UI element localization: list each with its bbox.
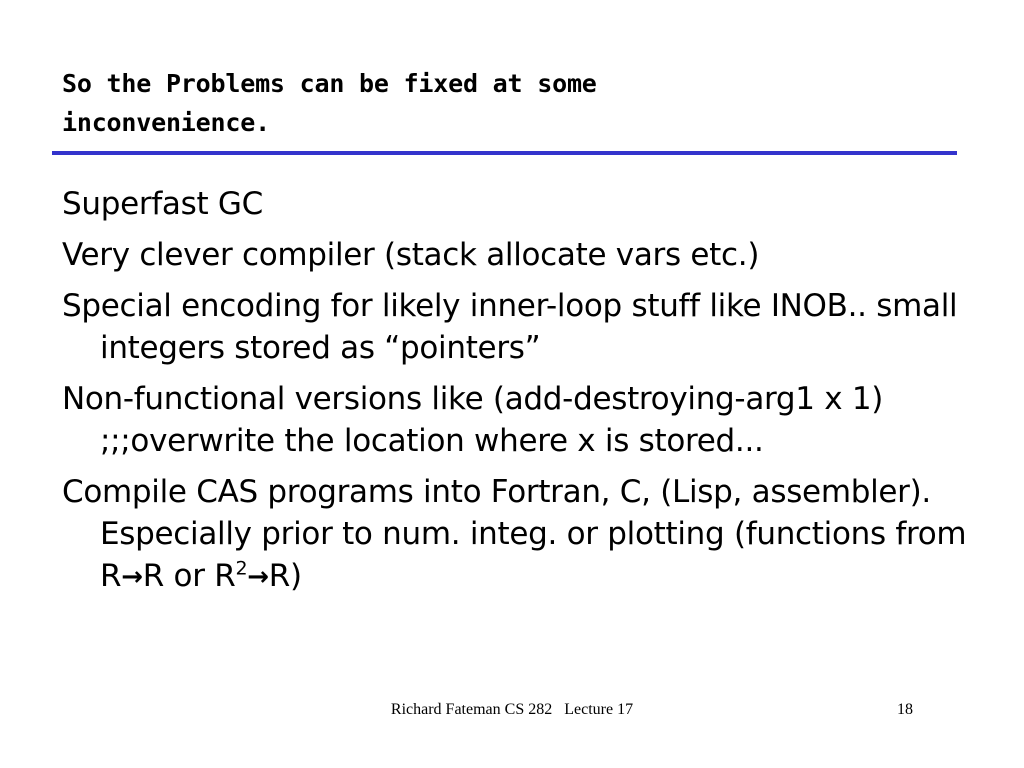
title-divider <box>52 151 957 155</box>
bullet-item <box>62 471 972 598</box>
right-arrow-icon: → <box>121 562 143 592</box>
bullet-item: Special encoding for likely inner-loop stuff like INOB.. small integers stored as “pointers” <box>62 288 958 366</box>
page-number: 18 <box>897 701 913 718</box>
slide-title-line-1: So the Problems can be fixed at some <box>62 69 597 98</box>
footer-caption: Richard Fateman CS 282 Lecture 17 <box>390 701 634 718</box>
slide-title <box>62 64 962 142</box>
superscript: 2 <box>235 557 248 580</box>
right-arrow-icon: → <box>247 562 269 592</box>
bullet-text: R) <box>268 558 302 594</box>
bullet-text: Compile CAS programs into Fortran, C, (Lisp, assembler). Especially prior to num. integ. or plotting (functions from R <box>62 474 967 594</box>
bullet-item: Superfast GC <box>62 186 263 222</box>
slide-title-line-2: inconvenience. <box>62 108 270 137</box>
bullet-text: R or R <box>142 558 236 594</box>
bullet-list <box>62 183 972 607</box>
bullet-item: Very clever compiler (stack allocate vars etc.) <box>62 237 760 273</box>
bullet-item: Non-functional versions like (add-destroying-arg1 x 1) ;;;overwrite the location where x is stored... <box>62 381 884 459</box>
